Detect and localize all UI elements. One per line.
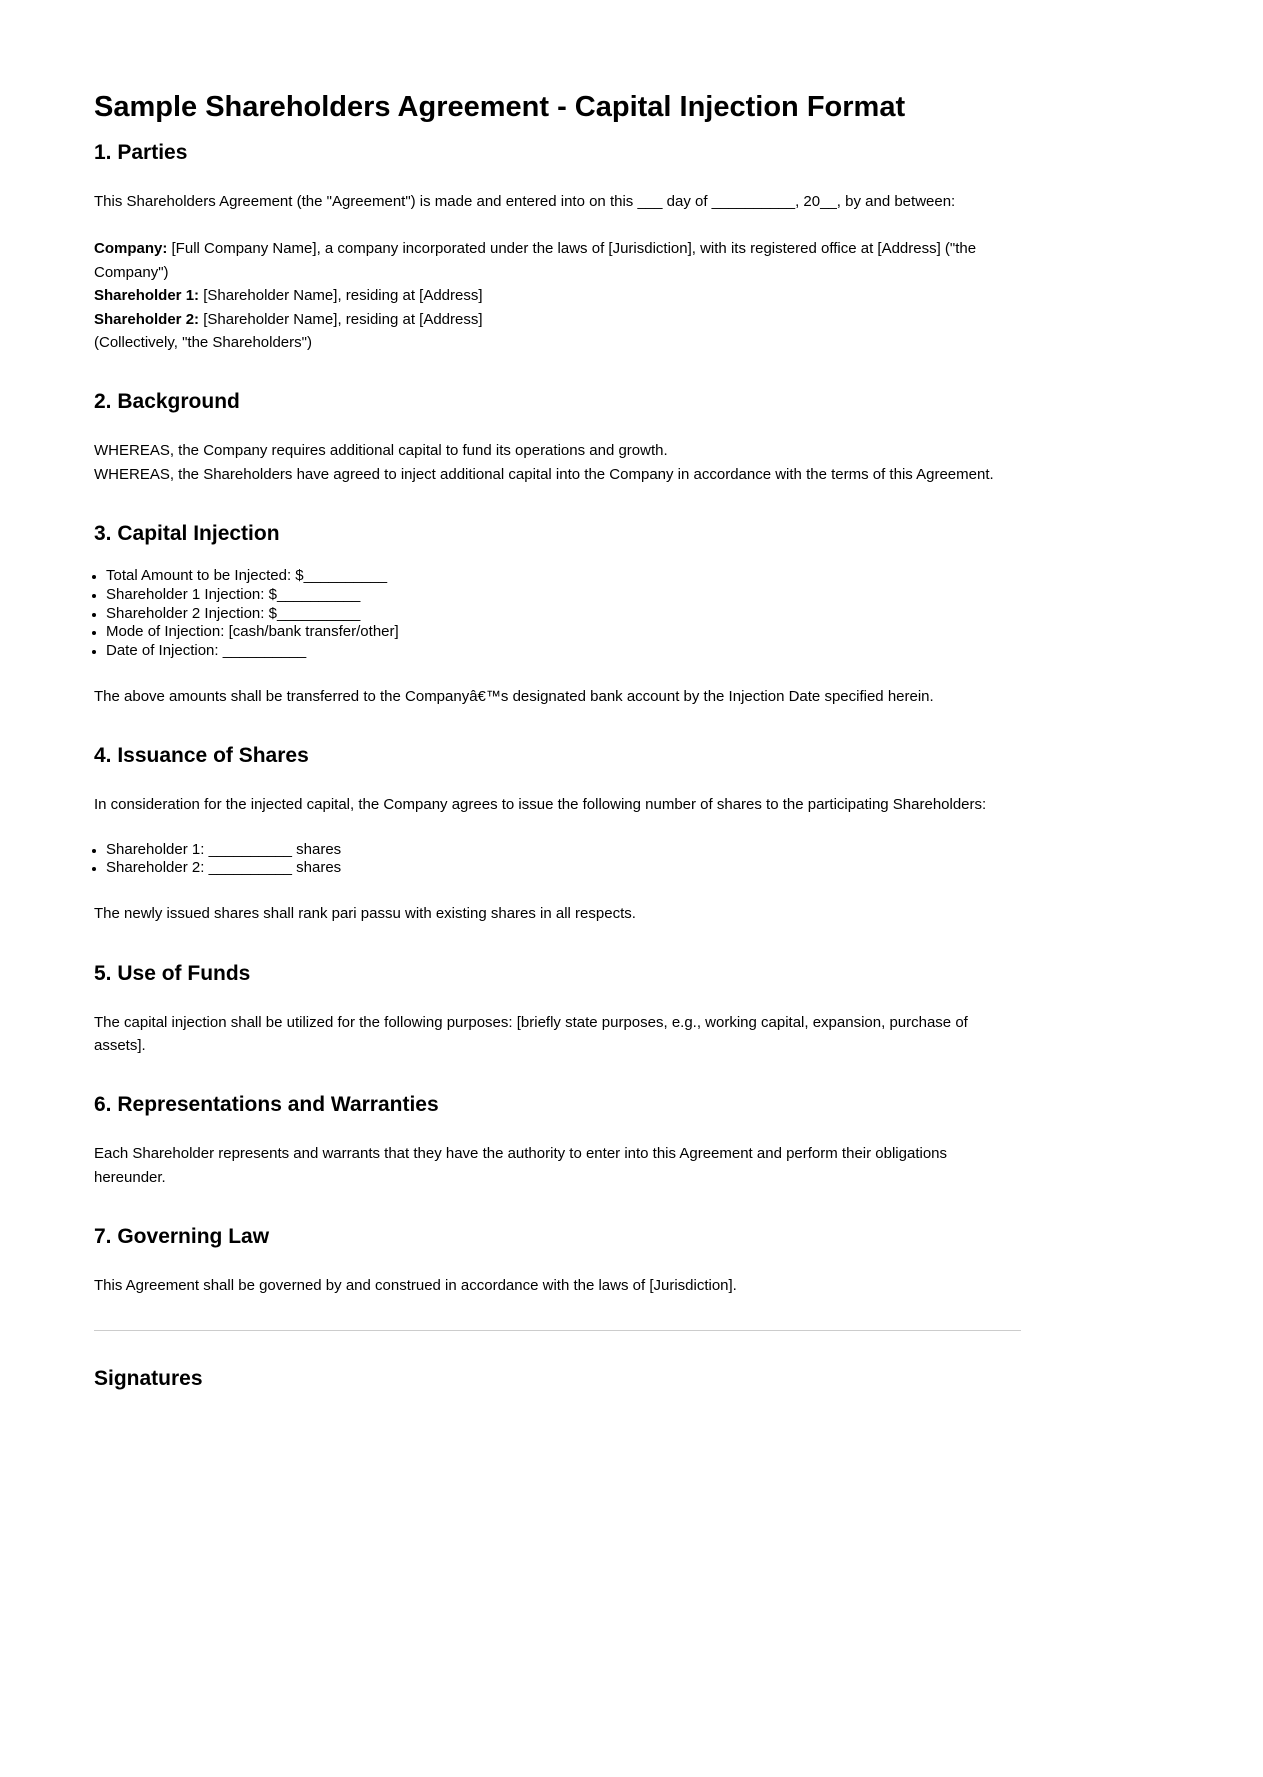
section-parties — [94, 140, 1021, 354]
party-shareholder-2-label: Shareholder 2: — [94, 310, 200, 328]
parties-intro: This Shareholders Agreement (the "Agreement") is made and entered into on this ___ day of __________, 20__, by and between: — [94, 192, 956, 210]
heading-background: 2. Background — [94, 390, 240, 414]
list-item: • Total Amount to be Injected: $__________ — [106, 567, 1021, 586]
section-signatures — [94, 1366, 1021, 1392]
list-item: • Mode of Injection: [cash/bank transfer/other] — [106, 623, 1021, 642]
heading-representations-warranties: 6. Representations and Warranties — [94, 1093, 439, 1117]
capital-injection-note: The above amounts shall be transferred to the Companyâ€™s designated bank account by the Injection Date specified herein. — [94, 687, 934, 705]
section-issuance-of-shares — [94, 743, 1021, 925]
list-item: • Shareholder 1: __________ shares — [106, 841, 1021, 860]
background-block — [94, 439, 1021, 486]
heading-governing-law: 7. Governing Law — [94, 1225, 270, 1249]
party-company — [94, 237, 1021, 284]
issuance-list — [94, 841, 1021, 879]
section-background — [94, 389, 1021, 486]
section-governing-law — [94, 1224, 1021, 1297]
use-of-funds-text: The capital injection shall be utilized for the following purposes: [briefly state purposes, e.g., working capital, expansion, purchase of assets]. — [94, 1013, 968, 1055]
list-item: • Date of Injection: __________ — [106, 642, 1021, 661]
document-title: Sample Shareholders Agreement - Capital Injection Format — [94, 91, 906, 123]
list-item: • Shareholder 1 Injection: $__________ — [106, 586, 1021, 605]
issuance-intro: In consideration for the injected capital, the Company agrees to issue the following number of shares to the participating Shareholders: — [94, 796, 987, 814]
list-item: • Shareholder 2 Injection: $__________ — [106, 605, 1021, 624]
parties-collective: (Collectively, "the Shareholders") — [94, 333, 312, 351]
list-item: • Shareholder 2: __________ shares — [106, 859, 1021, 878]
whereas-line-2: WHEREAS, the Shareholders have agreed to inject additional capital into the Company in accordance with the terms of this Agreement. — [94, 465, 994, 483]
representations-warranties-text: Each Shareholder represents and warrants that they have the authority to enter into this Agreement and perform their obligations hereunder. — [94, 1145, 948, 1186]
party-shareholder-1 — [94, 284, 1021, 307]
heading-capital-injection: 3. Capital Injection — [94, 522, 280, 546]
party-shareholder-1-label: Shareholder 1: — [94, 287, 200, 305]
heading-use-of-funds: 5. Use of Funds — [94, 961, 251, 985]
section-use-of-funds — [94, 961, 1021, 1058]
document-content — [94, 90, 1021, 1392]
section-capital-injection — [94, 521, 1021, 708]
section-representations-warranties — [94, 1092, 1021, 1189]
party-shareholder-1-text: [Shareholder Name], residing at [Address] — [203, 287, 483, 305]
party-shareholder-2-text: [Shareholder Name], residing at [Address] — [203, 310, 483, 328]
parties-block — [94, 237, 1021, 354]
heading-issuance-of-shares: 4. Issuance of Shares — [94, 744, 309, 768]
governing-law-text: This Agreement shall be governed by and construed in accordance with the laws of [Jurisdiction]. — [94, 1277, 737, 1295]
section-divider — [94, 1330, 1021, 1331]
heading-signatures: Signatures — [94, 1366, 203, 1390]
party-shareholder-2 — [94, 308, 1021, 331]
capital-injection-list — [94, 567, 1021, 661]
whereas-line-1: WHEREAS, the Company requires additional capital to fund its operations and growth. — [94, 442, 668, 460]
party-company-label: Company: — [94, 240, 168, 258]
heading-parties: 1. Parties — [94, 140, 188, 164]
party-company-text: [Full Company Name], a company incorporated under the laws of [Jurisdiction], with its registered office at [Address] ("the Company") — [94, 240, 977, 281]
issuance-note: The newly issued shares shall rank pari passu with existing shares in all respects. — [94, 905, 636, 923]
